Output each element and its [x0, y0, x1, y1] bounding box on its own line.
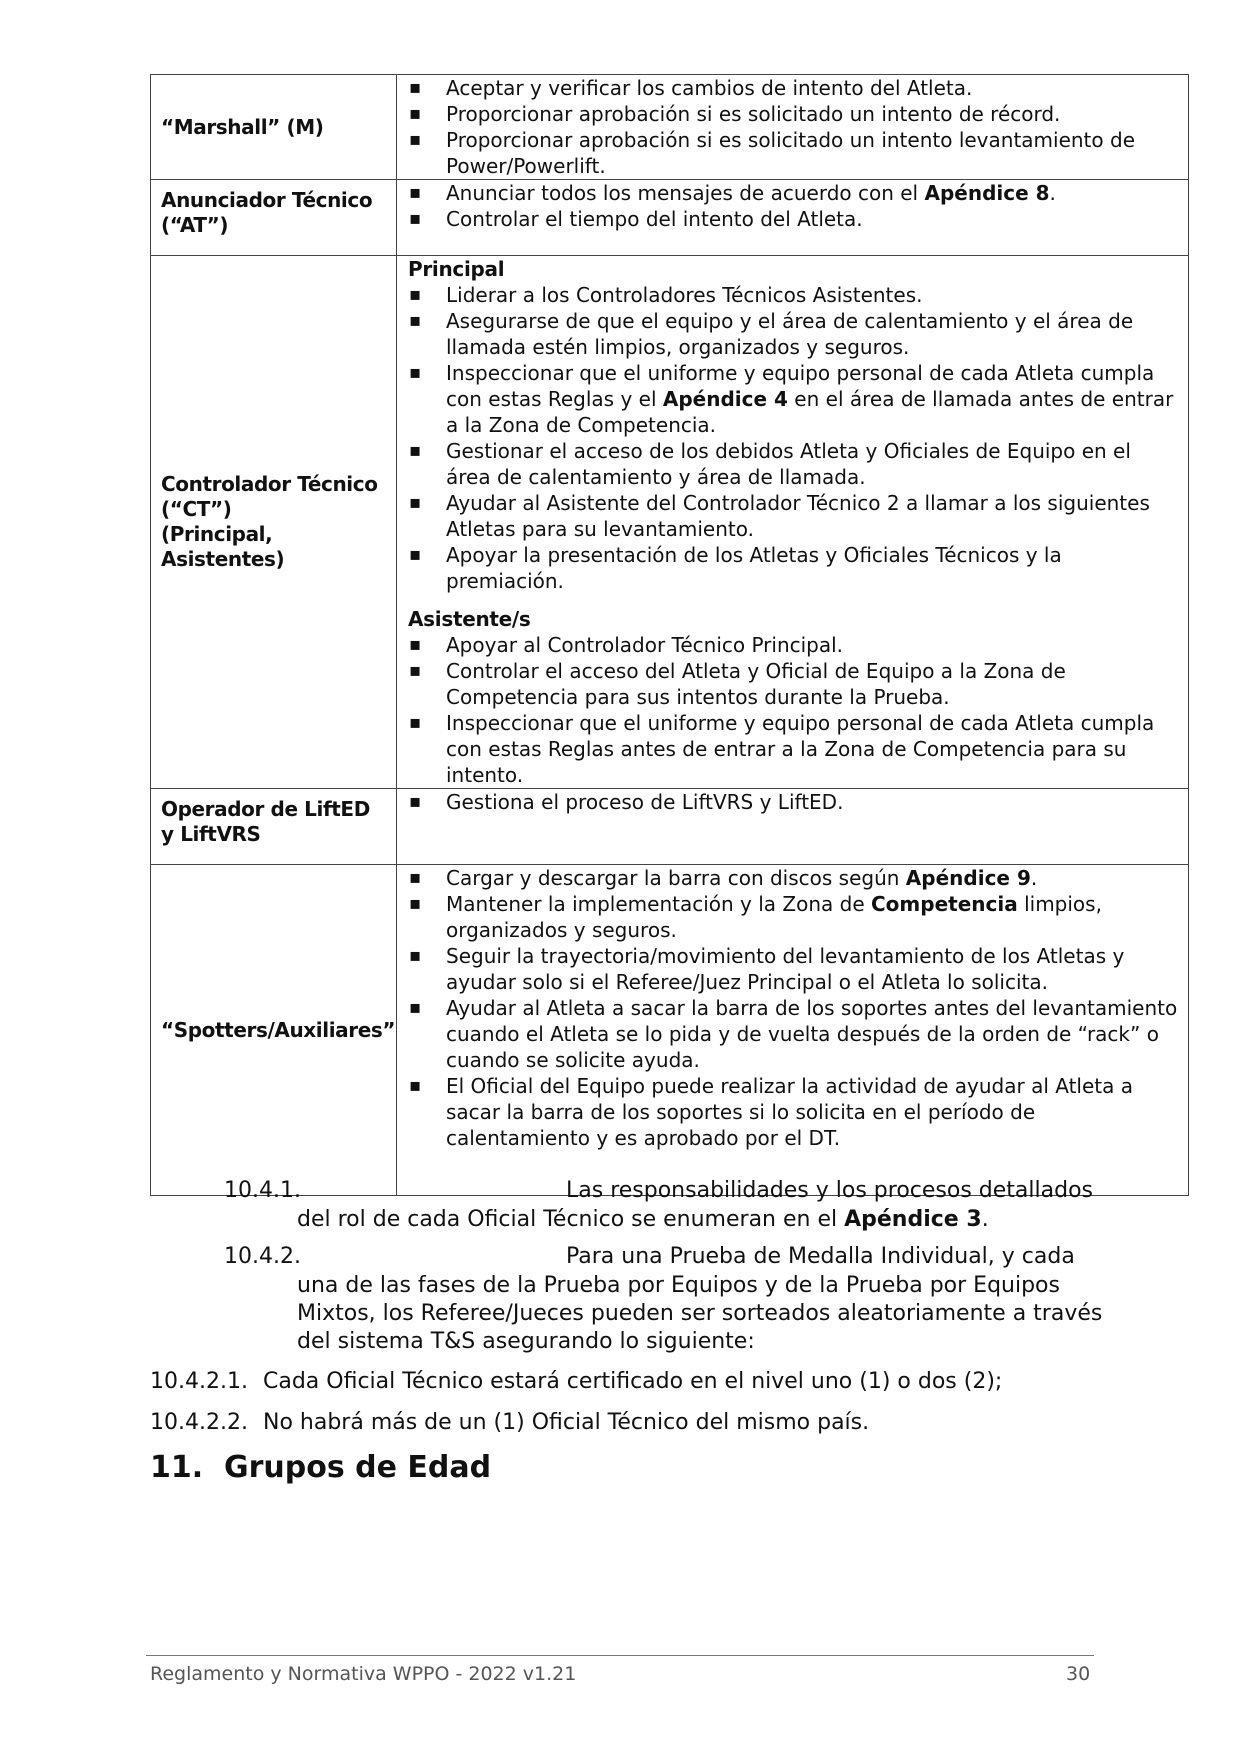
role-cell	[151, 180, 397, 256]
section-number: 10.4.2.	[224, 1244, 301, 1269]
paragraph-text: del rol de cada Oficial Técnico se enumeran en el Apéndice 3.	[297, 1207, 989, 1232]
paragraph-text: Cada Oficial Técnico estará certificado en el nivel uno (1) o dos (2);	[263, 1369, 1003, 1394]
bullet-list	[408, 865, 1178, 1151]
list-item: ▪ Proporcionar aprobación si es solicitado un intento levantamiento de Power/Powerlift.	[408, 127, 1178, 179]
role-name: y LiftVRS	[161, 822, 261, 846]
list-item: ▪ Proporcionar aprobación si es solicitado un intento de récord.	[408, 101, 1178, 127]
heading-text: Grupos de Edad	[224, 1450, 492, 1485]
bold-term: Competencia	[871, 892, 1018, 916]
table-row	[151, 865, 1189, 1196]
list-item: ▪ Cargar y descargar la barra con discos según Apéndice 9.	[408, 865, 1178, 891]
paragraph-text: Mixtos, los Referee/Jueces pueden ser sorteados aleatoriamente a través	[297, 1301, 1103, 1326]
table-row	[151, 75, 1189, 180]
role-cell	[151, 789, 397, 865]
appendix-reference: Apéndice 3	[844, 1207, 982, 1232]
table-row	[151, 256, 1189, 789]
role-name: “Spotters/Auxiliares”	[161, 1017, 396, 1042]
list-item: ▪ Seguir la trayectoria/movimiento del levantamiento de los Atletas y ayudar solo si el Referee/Juez Principal o el Atleta lo solicita.	[408, 943, 1178, 995]
description-cell	[397, 75, 1189, 180]
list-item: ▪ Inspeccionar que el uniforme y equipo personal de cada Atleta cumpla con estas Reglas y el Apéndice 4 en el área de llamada antes de entrar a la Zona de Competencia.	[408, 360, 1178, 438]
list-item: ▪ Gestiona el proceso de LiftVRS y LiftED.	[408, 789, 1178, 815]
bullet-list	[408, 75, 1178, 179]
paragraph-text: una de las fases de la Prueba por Equipos y de la Prueba por Equipos	[297, 1273, 1060, 1298]
role-cell	[151, 75, 397, 180]
paragraph-text: No habrá más de un (1) Oficial Técnico del mismo país.	[263, 1410, 870, 1435]
role-cell	[151, 256, 397, 789]
description-cell	[397, 789, 1189, 865]
role-abbrev: (“AT”)	[161, 213, 229, 237]
description-cell	[397, 865, 1189, 1196]
bullet-list	[408, 180, 1178, 232]
appendix-reference: Apéndice 8	[924, 181, 1050, 205]
list-item: ▪ Inspeccionar que el uniforme y equipo personal de cada Atleta cumpla con estas Reglas antes de entrar a la Zona de Competencia para su intento.	[408, 710, 1178, 788]
section-number: 10.4.2.2.	[150, 1410, 248, 1435]
role-detail: Asistentes)	[161, 547, 285, 571]
list-item: ▪ Aceptar y verificar los cambios de intento del Atleta.	[408, 75, 1178, 101]
role-name: Anunciador Técnico	[161, 188, 373, 212]
paragraph-text: Para una Prueba de Medalla Individual, y cada	[566, 1244, 1075, 1269]
list-item: ▪ Gestionar el acceso de los debidos Atleta y Oficiales de Equipo en el área de calentamiento y área de llamada.	[408, 438, 1178, 490]
section-heading	[150, 1450, 491, 1485]
list-item: ▪ Anunciar todos los mensajes de acuerdo con el Apéndice 8.	[408, 180, 1178, 206]
list-item: ▪ Asegurarse de que el equipo y el área de calentamiento y el área de llamada estén limpios, organizados y seguros.	[408, 308, 1178, 360]
section-number: 10.4.1.	[224, 1178, 301, 1203]
list-item: ▪ Liderar a los Controladores Técnicos Asistentes.	[408, 282, 1178, 308]
heading-number: 11.	[150, 1450, 204, 1485]
bullet-list	[408, 789, 1178, 815]
footer-document-title: Reglamento y Normativa WPPO - 2022 v1.21	[150, 1663, 577, 1685]
list-item: ▪ Apoyar al Controlador Técnico Principal.	[408, 632, 1178, 658]
role-abbrev: (“CT”)	[161, 497, 232, 521]
subsection-heading: Principal	[408, 257, 505, 281]
list-item: ▪ Controlar el acceso del Atleta y Oficial de Equipo a la Zona de Competencia para sus intentos durante la Prueba.	[408, 658, 1178, 710]
officials-roles-table	[150, 74, 1189, 1196]
appendix-reference: Apéndice 9	[905, 866, 1031, 890]
list-item: ▪ Mantener la implementación y la Zona de Competencia limpios, organizados y seguros.	[408, 891, 1178, 943]
paragraph-text: Las responsabilidades y los procesos detallados	[566, 1178, 1094, 1203]
role-name: Controlador Técnico	[161, 472, 378, 496]
subsection-heading: Asistente/s	[408, 607, 531, 631]
list-item: ▪ Ayudar al Atleta a sacar la barra de los soportes antes del levantamiento cuando el Atleta se lo pida y de vuelta después de la orden de “rack” o cuando se solicite ayuda.	[408, 995, 1178, 1073]
paragraph-text: del sistema T&S asegurando lo siguiente:	[297, 1329, 755, 1354]
list-item: ▪ Ayudar al Asistente del Controlador Técnico 2 a llamar a los siguientes Atletas para su levantamiento.	[408, 490, 1178, 542]
table-row	[151, 789, 1189, 865]
role-cell	[151, 865, 397, 1196]
list-item: ▪ Controlar el tiempo del intento del Atleta.	[408, 206, 1178, 232]
section-number: 10.4.2.1.	[150, 1369, 248, 1394]
list-item: ▪ El Oficial del Equipo puede realizar la actividad de ayudar al Atleta a sacar la barra de los soportes si lo solicita en el período de calentamiento y es aprobado por el DT.	[408, 1073, 1178, 1151]
role-name: “Marshall” (M)	[161, 114, 324, 139]
description-cell	[397, 180, 1189, 256]
bullet-list	[408, 632, 1178, 788]
page-number: 30	[1066, 1663, 1091, 1685]
description-cell	[397, 256, 1189, 789]
role-detail: (Principal,	[161, 522, 273, 546]
footer-divider	[146, 1655, 1094, 1656]
table-row	[151, 180, 1189, 256]
role-name: Operador de LiftED	[161, 797, 370, 821]
bullet-list	[408, 282, 1178, 594]
list-item: ▪ Apoyar la presentación de los Atletas y Oficiales Técnicos y la premiación.	[408, 542, 1178, 594]
appendix-reference: Apéndice 4	[662, 387, 788, 411]
